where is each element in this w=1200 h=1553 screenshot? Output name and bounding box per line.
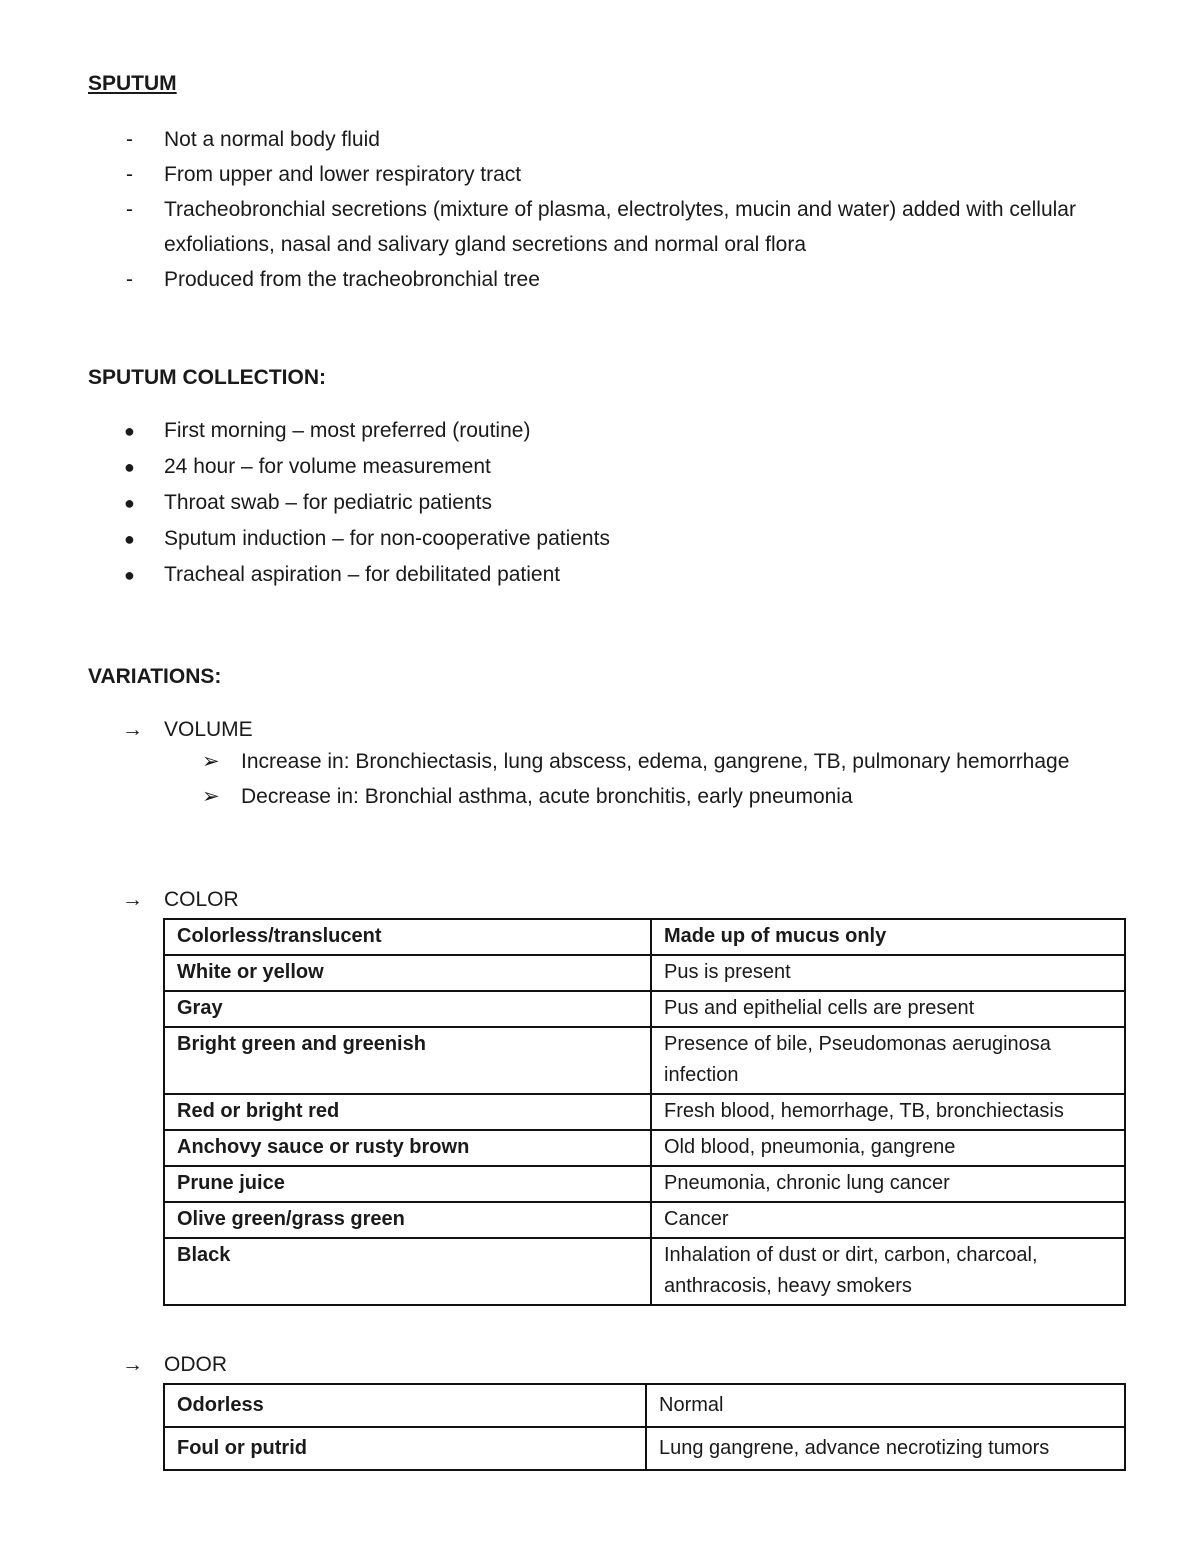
bullet-icon: ● [124,565,135,585]
table-cell: Pus and epithelial cells are present [651,991,1125,1027]
list-item [122,122,1082,157]
table-row [164,1202,1125,1238]
list-item [122,413,1022,449]
table-cell: Black [164,1238,651,1305]
collection-list [122,413,1022,593]
table-cell: Pus is present [651,955,1125,991]
list-item-text: Not a normal body fluid [164,128,380,151]
table-row [164,1027,1125,1094]
table-cell: Old blood, pneumonia, gangrene [651,1130,1125,1166]
bullet-icon: ● [124,493,135,513]
list-item-text: Produced from the tracheobronchial tree [164,268,540,291]
list-item [200,744,1080,779]
table-cell: Presence of bile, Pseudomonas aeruginosa infection [651,1027,1125,1094]
list-item [122,521,1022,557]
table-cell: Prune juice [164,1166,651,1202]
table-row [164,1094,1125,1130]
table-cell: Red or bright red [164,1094,651,1130]
list-item-text: Decrease in: Bronchial asthma, acute bronchitis, early pneumonia [241,785,853,808]
bullet-icon: ● [124,457,135,477]
list-item [122,449,1022,485]
table-cell: White or yellow [164,955,651,991]
color-subheading [122,888,239,912]
arrow-icon: → [122,888,143,911]
table-cell: Lung gangrene, advance necrotizing tumors [646,1427,1125,1470]
table-cell: Normal [646,1384,1125,1427]
table-cell: Made up of mucus only [651,919,1125,955]
list-item [122,192,1082,262]
table-row [164,1166,1125,1202]
sputum-heading: SPUTUM [88,72,177,95]
color-table [163,918,1126,1306]
list-item [122,557,1022,593]
table-cell: Colorless/translucent [164,919,651,955]
dash-marker: - [126,128,133,151]
odor-table [163,1383,1126,1471]
table-cell: Cancer [651,1202,1125,1238]
list-item-text: From upper and lower respiratory tract [164,163,522,186]
odor-subheading [122,1353,227,1377]
table-row [164,919,1125,955]
sputum-list [122,122,1082,297]
list-item-text: Tracheobronchial secretions (mixture of plasma, electrolytes, mucin and water) added with cellular exfoliations, nasal and salivary gland secretions and normal oral flora [164,198,1076,256]
table-row [164,991,1125,1027]
list-item-text: Throat swab – for pediatric patients [164,491,493,514]
list-item-text: Tracheal aspiration – for debilitated patient [164,563,561,586]
list-item-text: Sputum induction – for non-cooperative patients [164,527,610,550]
list-item [122,485,1022,521]
table-cell: Gray [164,991,651,1027]
arrow-icon: → [122,718,143,741]
odor-title: ODOR [164,1353,227,1376]
table-cell: Bright green and greenish [164,1027,651,1094]
table-cell: Pneumonia, chronic lung cancer [651,1166,1125,1202]
table-cell: Fresh blood, hemorrhage, TB, bronchiectasis [651,1094,1125,1130]
dash-marker: - [126,163,133,186]
table-row [164,1238,1125,1305]
volume-title: VOLUME [164,718,253,741]
arrowhead-bullet-icon: ➢ [202,785,220,808]
dash-marker: - [126,268,133,291]
variations-heading: VARIATIONS: [88,665,222,688]
volume-list [200,744,1080,814]
table-row [164,1384,1125,1427]
arrow-icon: → [122,1353,143,1376]
bullet-icon: ● [124,421,135,441]
table-cell: Olive green/grass green [164,1202,651,1238]
table-row [164,1130,1125,1166]
list-item [122,157,1082,192]
arrowhead-bullet-icon: ➢ [202,750,220,773]
list-item [122,262,1082,297]
table-row [164,955,1125,991]
table-cell: Anchovy sauce or rusty brown [164,1130,651,1166]
color-title: COLOR [164,888,239,911]
table-cell: Odorless [164,1384,646,1427]
bullet-icon: ● [124,529,135,549]
table-cell: Foul or putrid [164,1427,646,1470]
collection-heading: SPUTUM COLLECTION: [88,366,326,389]
list-item [200,779,1080,814]
list-item-text: 24 hour – for volume measurement [164,455,491,478]
list-item-text: First morning – most preferred (routine) [164,419,531,442]
list-item-text: Increase in: Bronchiectasis, lung abscess, edema, gangrene, TB, pulmonary hemorrhage [241,750,1070,773]
table-cell: Inhalation of dust or dirt, carbon, charcoal, anthracosis, heavy smokers [651,1238,1125,1305]
dash-marker: - [126,198,133,221]
volume-subheading [122,718,253,742]
table-row [164,1427,1125,1470]
